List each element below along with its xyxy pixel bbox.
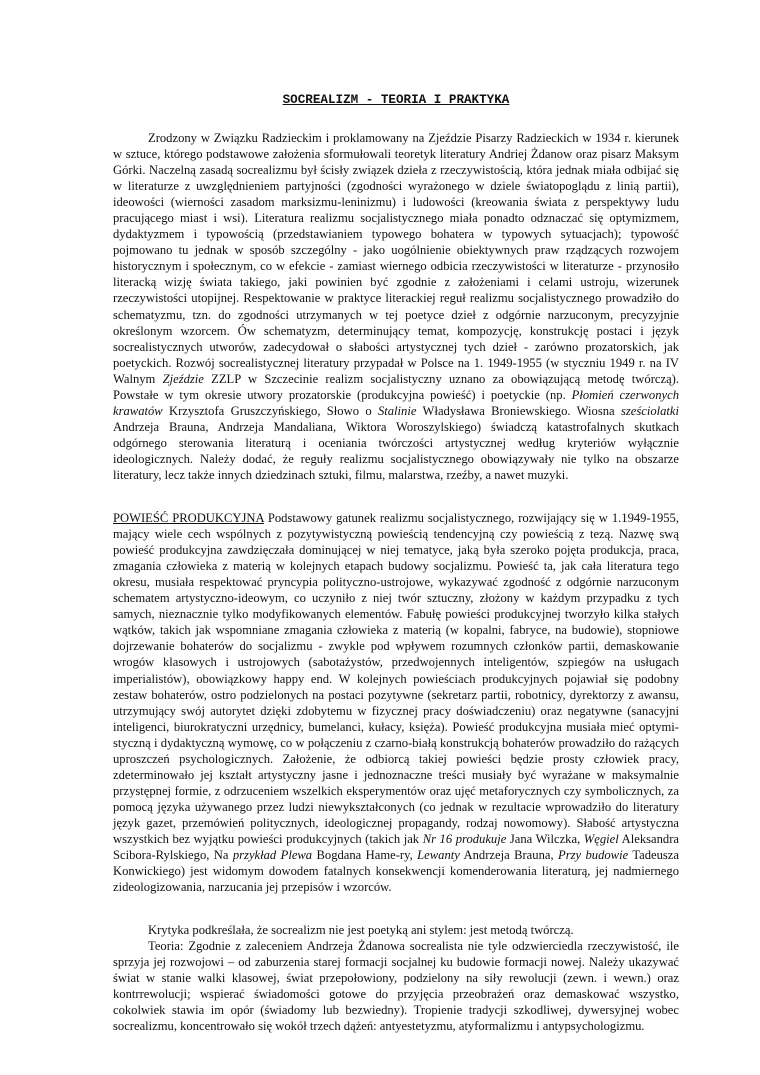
italic-run: Węgiel xyxy=(583,831,619,846)
text-run: Aleksandra Scibora-Rylskiego, Na xyxy=(113,831,679,863)
text-run: ZZLP w Szczecinie realizm socjalistyczny uznano za obowiązującą metodę twórczą). Powstałe w tym okresie utwory prozatorskie (produkcyjna powieść) i poetyckie (np. xyxy=(113,371,679,402)
paragraph-intro xyxy=(113,130,679,483)
italic-run: Stalinie xyxy=(377,403,417,418)
italic-run: sześciolatki xyxy=(620,403,679,418)
document-page xyxy=(113,92,679,1034)
section-heading: POWIEŚĆ PRODUKCYJNA xyxy=(113,511,264,526)
page-title: SOCREALIZM - TEORIA I PRAKTYKA xyxy=(282,93,510,107)
text-run: Zrodzony w Związku Radzieckim i proklamowany na Zjeździe Pisarzy Radzieckich w 1934 r. kierunek w sztuce, którego podstawowe założenia sformułowali teoretyk literatury Andriej Żdanow oraz pisarz Maksym Górki. Naczelną zasadą socrealizmu był ścisły związek dzieła z rzeczywistością, która jednak miała odbijać się w literaturze z uwzględnieniem partyjności (zgodności wyrażonego w dziele światopoglądu z linią partii), ideowości (wierności zasadom marksizmu-leninizmu) i ludowości (kreowania świata z perspektywy ludu pracującego miast i wsi). Literatura realizmu socjalistycznego miała ponadto odznaczać się optymizmem, dydaktyzmem i typowością (przedstawianiem typowego bohatera w typowych sytuacjach); typowość pojmowano tu jednak w sposób szczególny - jako uogólnienie obiektywnych praw rządzących rozwojem historycznym i społecznym, co w efekcie - zamiast wiernego odbicia rzeczywistości w literaturze - przynosiło literacką wizję świata takiego, jaki powinien być zgodnie z założeniami i celami ustroju, wizerunek rzeczywistości utopijnej. Respektowanie w praktyce literackiej reguł realizmu socjalistycznego prowadziło do schematyzmu, tzn. do zgodności utrzymanych w tej poetyce dzieł z odgórnie narzuconym, precyzyjnie określonym wzorcem. Ów schematyzm, determinujący temat, kompozycję, konstrukcję postaci i język socrealistycznych utworów, zadecydował o słabości artystycznej tych dzieł - zarówno prozatorskich, jak poetyckich. Rozwój socrealistycznej literatury przypadał w Polsce na 1. 1949-1955 (w styczniu 1949 r. na IV Walnym xyxy=(113,131,679,386)
paragraph-krytyka: Krytyka podkreślała, że socrealizm nie jest poetyką ani stylem: jest metodą twórczą. xyxy=(148,923,574,938)
italic-run: Nr 16 produkuje xyxy=(422,831,507,846)
paragraph-teoria: Teoria: Zgodnie z zaleceniem Andrzeja Żdanowa socrealista nie tyle odzwierciedla rzeczywistość, ile sprzyja jej rozwojowi – od zaburzenia starej formacji socjalnej ku budowie formacji nowej. Należy ukazywać świat w stanie walki klasowej, świat przepołowiony, podzielony na siły rewolucji (zewn. i wewn.) oraz kontrrewolucji; wspierać świadomości gotowe do przyjęcia przeobrażeń oraz demaskować wszystko, cokolwiek stawia im opór (świadomy lub bezwiedny). Tropienie tradycji szkodliwej, dywersyjnej wobec socrealizmu, koncentrowało się wokół trzech dążeń: antyestetyzmu, atyformalizmu i antypsychologizmu. xyxy=(113,939,679,1034)
text-run: Podstawowy gatunek realizmu socjalistycznego, rozwijający się w 1.1949-1955, mający wiele cech wspólnych z pozytywistyczną powieścią tendencyjną czy powieścią z tezą. Nazwę swą powieść produkcyjna zawdzięczała dominującej w niej tematyce, jaką była szeroko pojęta produkcja, praca, zmagania człowieka z materią w kolejnych etapach budowy socjalizmu. Powieść ta, jak cała literatura tego okresu, musiała respektować pryncypia polityczno-ustrojowe, wykazywać zgodność z odgórnie narzuconym schematem artystyczno-ideowym, co uczyniło z niej twór sztuczny, złożony w każdym przypadku z tych samych, nieznacznie tylko modyfikowanych elementów. Fabułę powieści produkcyjnej tworzyło kilka stałych wątków, takich jak wspomniane zmagania człowieka z materią (w kopalni, fabryce, na budowie), stopniowe dojrzewanie bohaterów do socjalizmu - zwykle pod wpływem rozumnych członków partii, demaskowanie wrogów klasowych i ustrojowych (sabotażystów, przedwojennych inteligentów, szpiegów na usługach imperialistów), obowiązkowy happy end. W kolejnych powieściach produkcyjnych pojawiał się podobny zestaw bohaterów, ostro podzielonych na postaci pozytywne (sekretarz partii, robotnicy, dyrektorzy z awansu, utrzymujący swój autorytet dzięki zdobytemu w fizycznej pracy doświadczeniu) oraz negatywne (sanacyjni inteligenci, biurokratyczni urzędnicy, bumelanci, kułacy, księża). Powieść produkcyjna musiała mieć optymistyczną i dydaktyczną wymowę, co w połączeniu z czarno-białą konstrukcją bohaterów prowadziło do rażących uproszczeń psychologicznych. Założenie, że odbiorcą takiej powieści będzie prosty człowiek pracy, zdeterminowało jej kształt artystyczny jasne i jednoznaczne treści musiały być wyrażane w maksymalnie przystępnej formie, z odrzuceniem wszelkich eksperymentów oraz ujęć metaforycznych czy symbolicznych, za pomocą języka używanego przez ludzi niewykształconych (co jednak w rezultacie wprowadziło do literatury język gazet, przemówień politycznych, ideologicznej propagandy, rodzaj nowomowy). Słabość artystyczna wszystkich bez wyjątku powieści produkcyjnych (takich jak xyxy=(113,511,679,846)
paragraph-powiesc-produkcyjna xyxy=(113,510,679,895)
italic-run: przykład Plewa xyxy=(232,848,313,863)
italic-run: Zjeździe xyxy=(162,371,204,386)
text-run: Andrzeja Brauna, xyxy=(459,848,558,863)
text-run: Władysława Broniewskiego. Wiosna xyxy=(416,403,621,418)
text-run: Andrzeja Brauna, Andrzeja Mandaliana, Wiktora Woroszylskiego) świadczą katastrofalnych skutkach odgórnego sterowania literaturą i oceniania twórczości artystycznej według kryteriów wyłącznie ideologicznych. Należy dodać, że reguły realizmu socjalistycznego obowiązywały nie tylko na obszarze literatury, lecz także innych dziedzinach sztuki, filmu, malarstwa, rzeźby, a nawet muzyki. xyxy=(113,419,679,482)
text-run: Krzysztofa Gruszczyńskiego, Słowo o xyxy=(162,403,378,418)
text-run: Bogdana Hame-ry, xyxy=(312,848,418,863)
text-run: Jana Wilczka, xyxy=(506,831,584,846)
text-run: Tadeusza Konwickiego) jest widomym dowodem fatalnych konsekwencji komenderowania literaturą, jej nadmiernego zideologizowania, narzucania jej przepisów i wzorców. xyxy=(113,848,679,895)
italic-run: Przy budowie xyxy=(558,848,629,863)
italic-run: Płomień czerwonych krawatów xyxy=(113,387,680,418)
italic-run: Lewanty xyxy=(417,848,460,863)
